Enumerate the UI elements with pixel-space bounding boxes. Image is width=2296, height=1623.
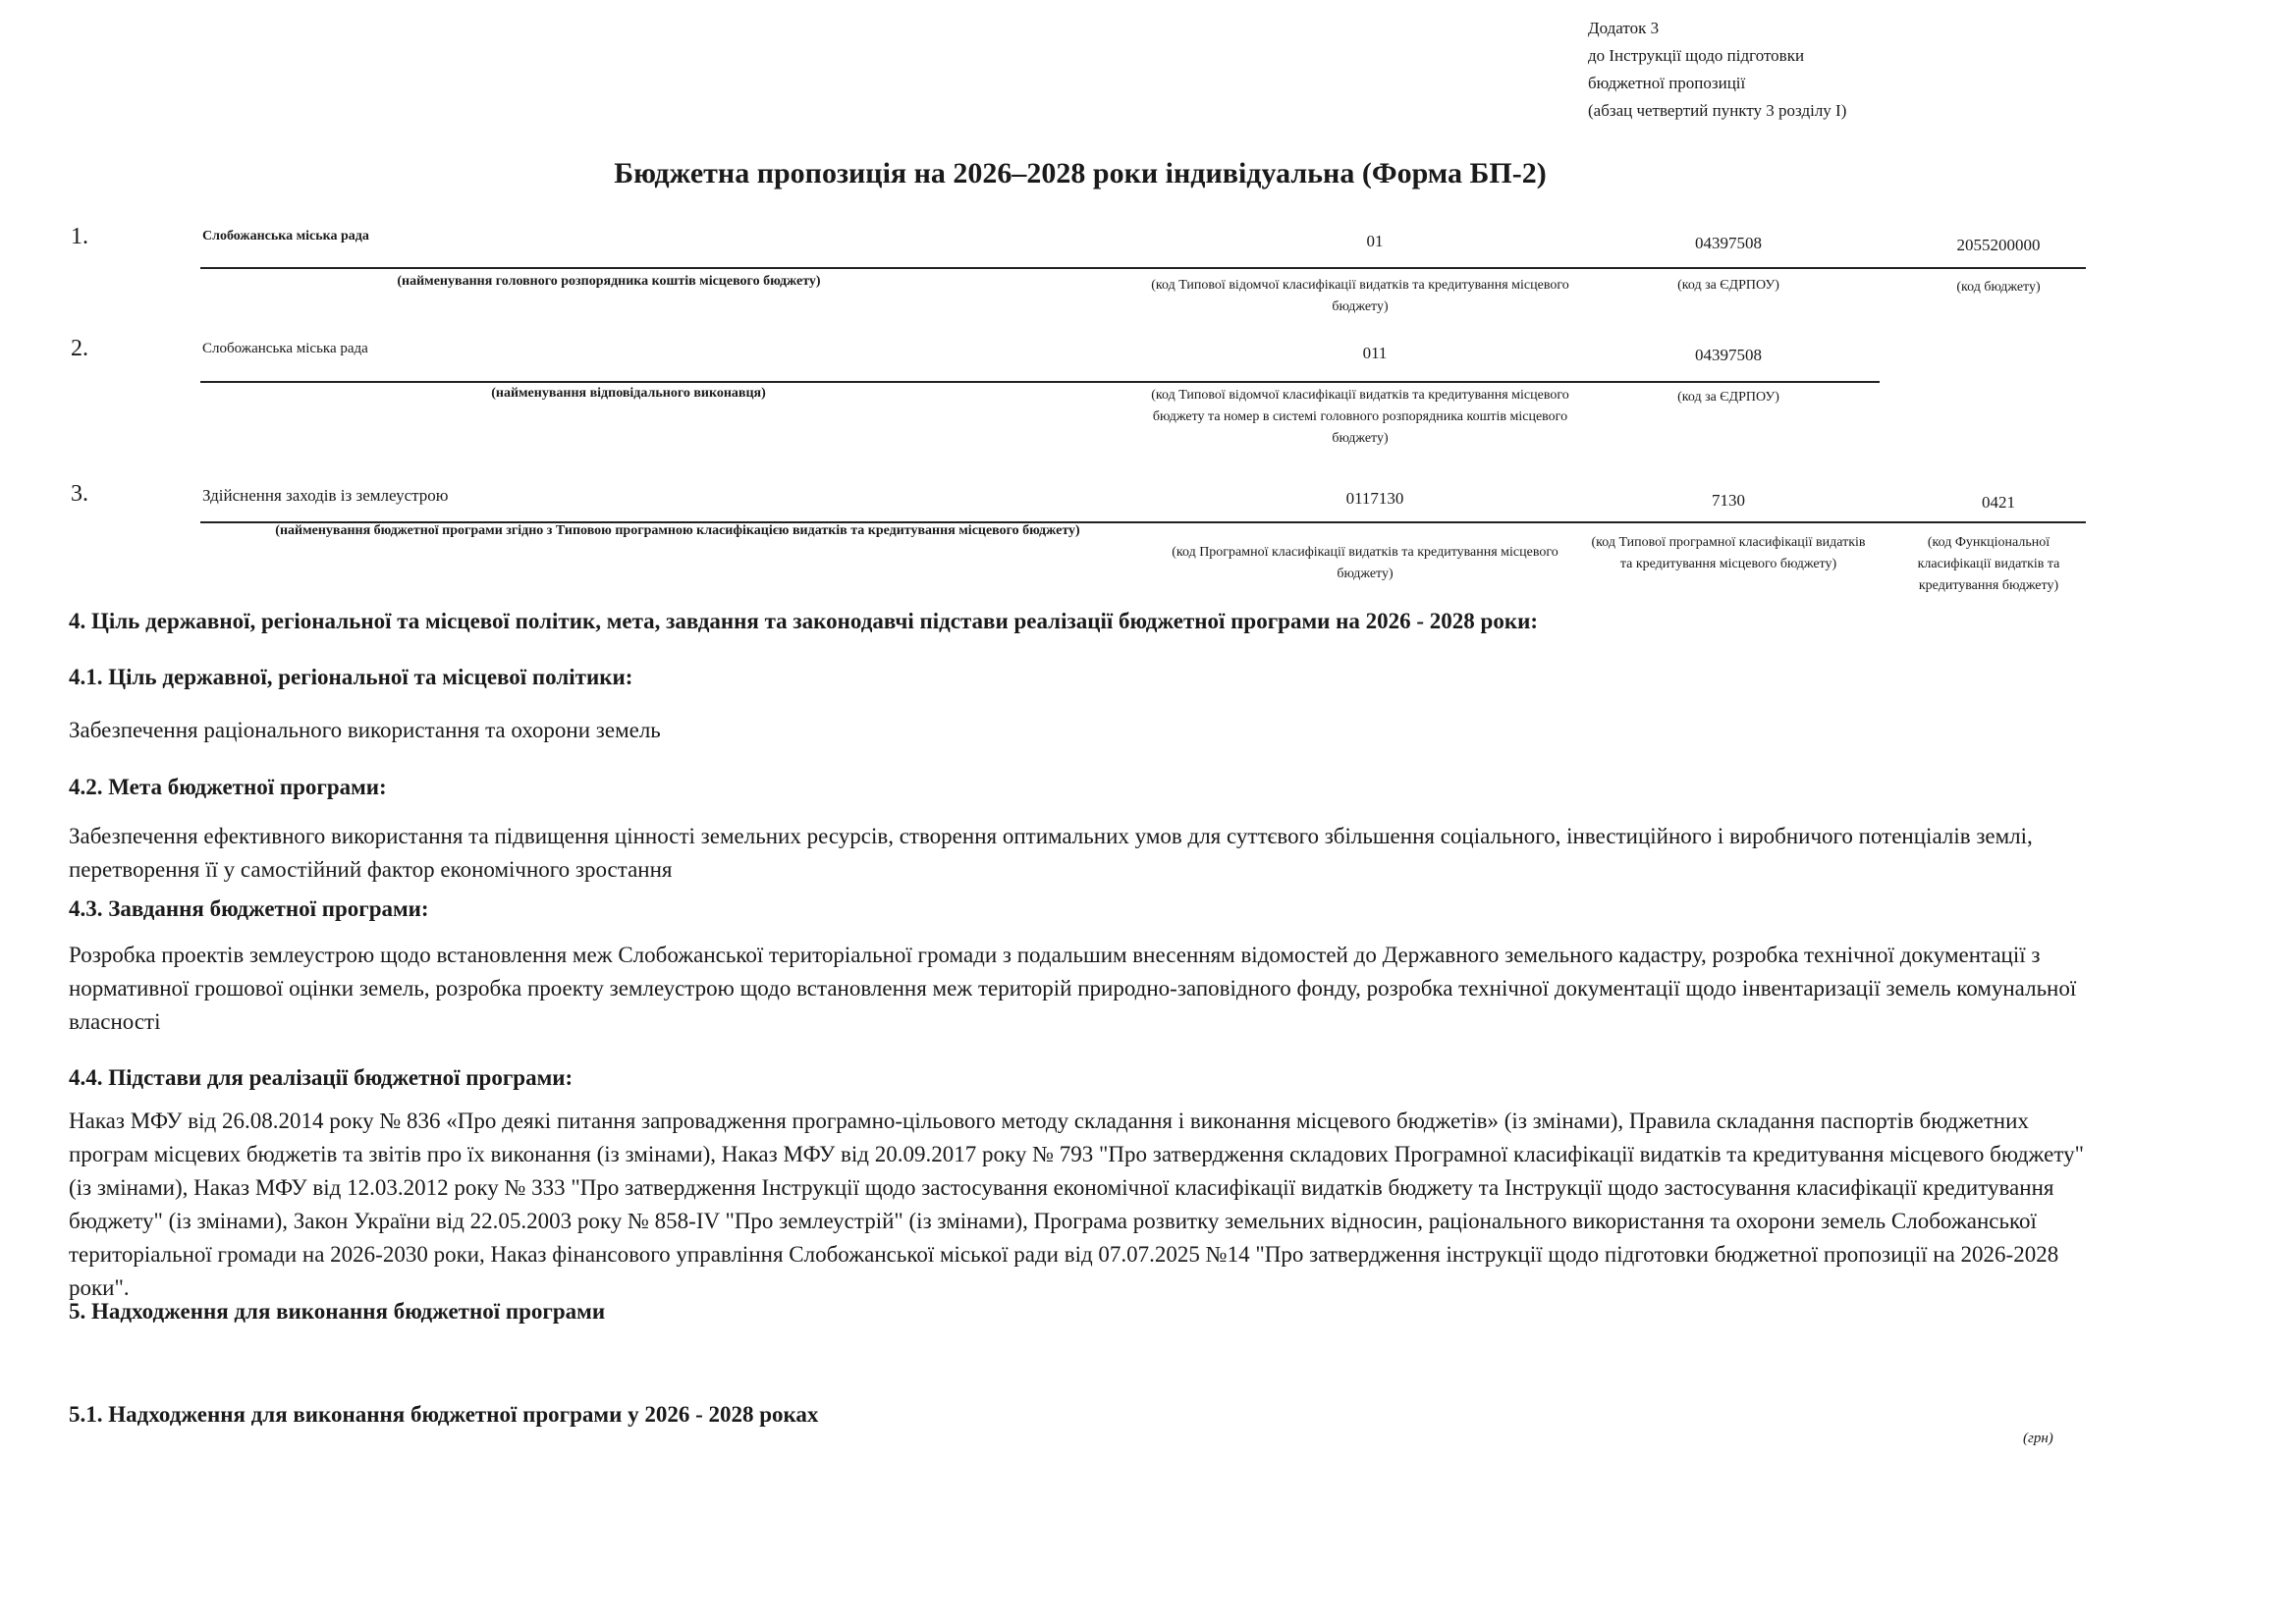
section42-heading: 4.2. Мета бюджетної програми: (69, 775, 387, 799)
row3-prog-code: 0117130 (1345, 489, 1404, 508)
row2-dept-code: 011 (1362, 344, 1388, 362)
row2-edrpou: 04397508 (1695, 346, 1762, 364)
annex-line-1: Додаток 3 (1588, 19, 1660, 37)
row1-underline (200, 267, 2086, 269)
unit-label: (грн) (2023, 1431, 2053, 1446)
section41-text: Забезпечення раціонального використання та охорони земель (69, 718, 661, 742)
row1-name: Слобожанська міська рада (202, 229, 369, 243)
section44-heading: 4.4. Підстави для реалізації бюджетної програми: (69, 1065, 574, 1090)
annex-note (1588, 15, 2099, 125)
row1-edrpou-caption: (код за ЄДРПОУ) (1677, 278, 1779, 293)
row3-prog-caption: (код Програмної класифікації видатків та кредитування місцевого бюджету) (1172, 545, 1558, 581)
row2-name: Слобожанська міська рада (202, 341, 368, 356)
section43-heading: 4.3. Завдання бюджетної програми: (69, 896, 429, 921)
row1-dept-caption: (код Типової відомчої класифікації видатків та кредитування місцевого бюджету) (1151, 278, 1569, 314)
section43-text: Розробка проектів землеустрою щодо встановлення меж Слобожанської територіальної громади з подальшим внесенням відомостей до Державного земельного кадастру, розробка технічної документації з нормативної грошової оцінки земель, розробка проекту землеустрою щодо встановлення меж територій природно-заповідного фонду, розробка технічної документації щодо інвентаризації земель комунальної власності (69, 943, 2077, 1034)
section41-heading: 4.1. Ціль державної, регіональної та місцевої політики: (69, 665, 633, 689)
row3-typical-code: 7130 (1712, 491, 1745, 510)
row2-dept-caption: (код Типової відомчої класифікації видатків та кредитування місцевого бюджету та номер в системі головного розпорядника коштів місцевого бюджету) (1151, 388, 1569, 446)
row1-number: 1. (71, 224, 88, 249)
row2-name-caption: (найменування відповідального виконавця) (491, 386, 766, 401)
section42-text: Забезпечення ефективного використання та підвищення цінності земельних ресурсів, створення оптимальних умов для суттєвого збільшення соціального, інвестиційного і виробничого потенціалів землі, перетворення її у самостійний фактор економічного зростання (69, 824, 2033, 882)
row1-name-caption: (найменування головного розпорядника коштів місцевого бюджету) (397, 274, 821, 289)
annex-line-3: бюджетної пропозиції (1588, 74, 1746, 92)
section4-heading: 4. Ціль державної, регіональної та місцевої політик, мета, завдання та законодавчі підстави реалізації бюджетної програми на 2026 - 2028 роки: (69, 609, 1538, 633)
row3-number: 3. (71, 481, 88, 507)
section5-heading: 5. Надходження для виконання бюджетної програми (69, 1299, 606, 1324)
row1-edrpou: 04397508 (1695, 234, 1762, 252)
row1-dept-code: 01 (1366, 232, 1384, 250)
section51-heading: 5.1. Надходження для виконання бюджетної програми у 2026 - 2028 роках (69, 1402, 819, 1427)
row3-func-caption: (код Функціональної класифікації видатків та кредитування бюджету) (1917, 535, 2060, 593)
page-title: Бюджетна пропозиція на 2026–2028 роки індивідуальна (Форма БП-2) (614, 157, 1547, 189)
row3-name-caption: (найменування бюджетної програми згідно з Типовою програмною класифікацією видатків та кредитування місцевого бюджету) (275, 523, 1080, 538)
section44-text: Наказ МФУ від 26.08.2014 року № 836 «Про деякі питання запровадження програмно-цільового методу складання і виконання місцевого бюджетів» (із змінами), Правила складання паспортів бюджетних програм місцевих бюджетів та звітів про їх виконання (із змінами), Наказ МФУ від 20.09.2017 року № 793 "Про затвердження складових Програмної класифікації видатків та кредитування місцевого бюджету" (із змінами), Наказ МФУ від 12.03.2012 року № 333 "Про затвердження Інструкції щодо застосування економічної класифікації видатків бюджету та Інструкції щодо застосування класифікації кредитування бюджету" (із змінами), Закон України від 22.05.2003 року № 858-IV "Про землеустрій" (із змінами), Програма розвитку земельних відносин, раціонального використання та охорони земель Слобожанської територіальної громади на 2026-2030 роки, Наказ фінансового управління Слобожанської міської ради від 07.07.2025 №14 "Про затвердження інструкції щодо підготовки бюджетної пропозиції на 2026-2028 роки". (69, 1109, 2084, 1300)
row1-budget-caption: (код бюджету) (1956, 280, 2041, 295)
row2-number: 2. (71, 336, 88, 361)
row3-typical-caption: (код Типової програмної класифікації видатків та кредитування місцевого бюджету) (1591, 535, 1866, 571)
annex-line-2: до Інструкції щодо підготовки (1588, 46, 1805, 65)
row3-name: Здійснення заходів із землеустрою (202, 486, 449, 505)
row3-func-code: 0421 (1982, 493, 2015, 512)
annex-line-4: (абзац четвертий пункту 3 розділу І) (1588, 101, 1847, 120)
row1-budget-code: 2055200000 (1956, 236, 2041, 254)
row2-edrpou-caption: (код за ЄДРПОУ) (1677, 390, 1779, 405)
